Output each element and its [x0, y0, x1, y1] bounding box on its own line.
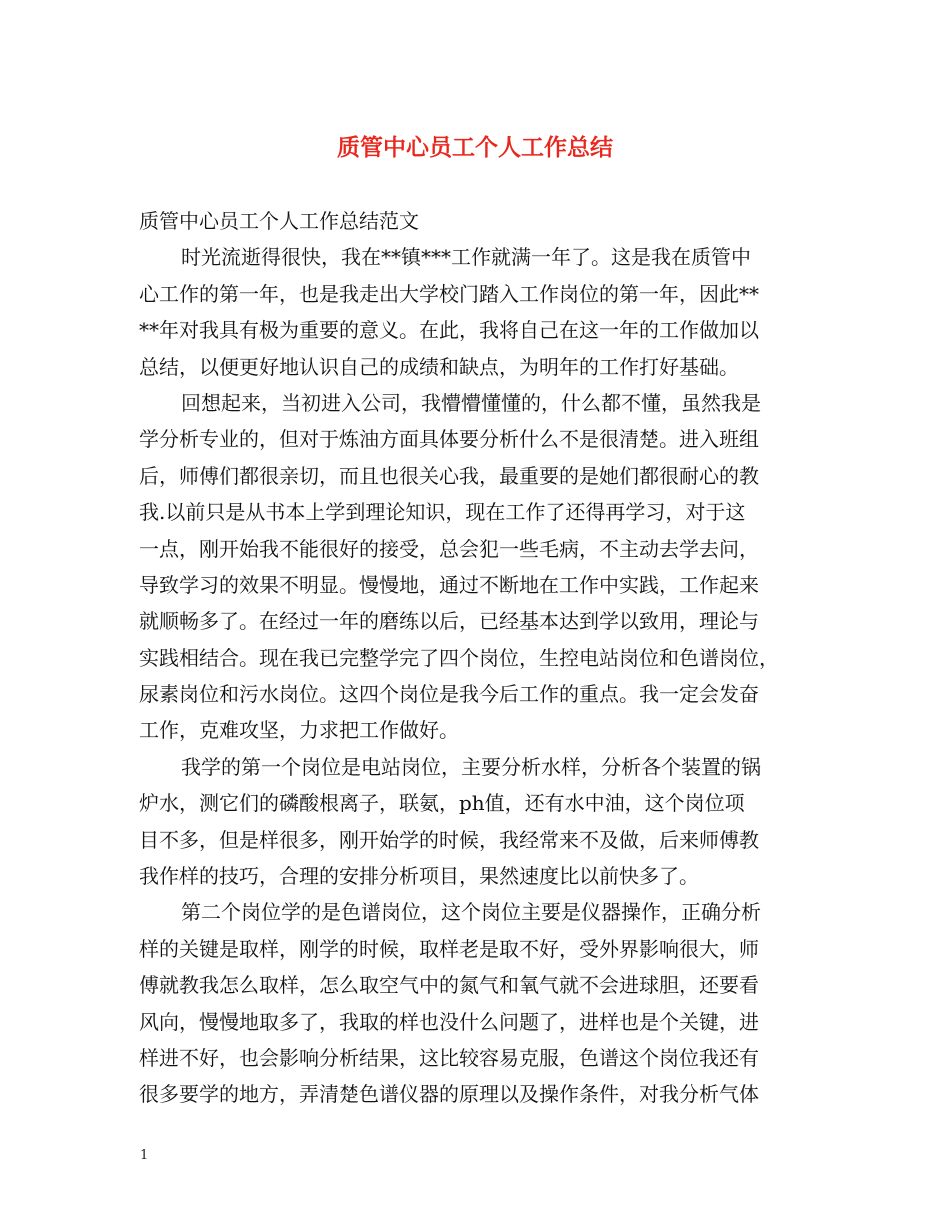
text-line: 尿素岗位和污水岗位。这四个岗位是我今后工作的重点。我一定会发奋 — [139, 682, 759, 707]
text-line: 炉水，测它们的磷酸根离子，联氨，ph值，还有水中油，这个岗位项 — [139, 791, 745, 816]
text-line: 我作样的技巧，合理的安排分析项目，果然速度比以前快多了。 — [139, 864, 699, 889]
text-line: 总结，以便更好地认识自己的成绩和缺点，为明年的工作打好基础。 — [139, 354, 739, 379]
text-line: 时光流逝得很快，我在**镇***工作就满一年了。这是我在质管中 — [181, 245, 751, 270]
text-line: 心工作的第一年，也是我走出大学校门踏入工作岗位的第一年，因此** — [139, 281, 759, 306]
text-line: 一点，刚开始我不能很好的接受，总会犯一些毛病，不主动去学去问， — [139, 536, 759, 561]
text-line: 后，师傅们都很亲切，而且也很关心我，最重要的是她们都很耐心的教 — [139, 463, 759, 488]
text-line: 第二个岗位学的是色谱岗位，这个岗位主要是仪器操作，正确分析 — [181, 900, 761, 925]
text-line: 回想起来，当初进入公司，我懵懵懂懂的，什么都不懂，虽然我是 — [181, 390, 761, 415]
text-line: 导致学习的效果不明显。慢慢地，通过不断地在工作中实践，工作起来 — [139, 572, 759, 597]
text-line: 学分析专业的，但对于炼油方面具体要分析什么不是很清楚。进入班组 — [139, 427, 759, 452]
text-line: 就顺畅多了。在经过一年的磨练以后，已经基本达到学以致用，理论与 — [139, 609, 759, 634]
subtitle-line: 质管中心员工个人工作总结范文 — [139, 209, 419, 233]
text-line: 风向，慢慢地取多了，我取的样也没什么问题了，进样也是个关键，进 — [139, 1009, 759, 1034]
page-number: 1 — [140, 1148, 149, 1163]
document-body — [139, 203, 829, 1113]
text-line: **年对我具有极为重要的意义。在此，我将自己在这一年的工作做加以 — [139, 318, 759, 343]
text-line: 傅就教我怎么取样，怎么取空气中的氮气和氧气就不会进球胆，还要看 — [139, 973, 759, 998]
text-line: 样的关键是取样，刚学的时候，取样老是取不好，受外界影响很大，师 — [139, 936, 759, 961]
text-line: 样进不好，也会影响分析结果，这比较容易克服，色谱这个岗位我还有 — [139, 1045, 759, 1070]
text-line: 我.以前只是从书本上学到理论知识，现在工作了还得再学习，对于这 — [139, 500, 746, 525]
text-line: 实践相结合。现在我已完整学完了四个岗位，生控电站岗位和色谱岗位， — [139, 645, 779, 670]
text-line: 很多要学的地方，弄清楚色谱仪器的原理以及操作条件，对我分析气体 — [139, 1082, 759, 1107]
text-line: 我学的第一个岗位是电站岗位，主要分析水样，分析各个装置的锅 — [181, 754, 761, 779]
document-title: 质管中心员工个人工作总结 — [337, 134, 613, 161]
text-line: 目不多，但是样很多，刚开始学的时候，我经常来不及做，后来师傅教 — [139, 827, 759, 852]
text-line: 工作，克难攻坚，力求把工作做好。 — [139, 718, 459, 743]
